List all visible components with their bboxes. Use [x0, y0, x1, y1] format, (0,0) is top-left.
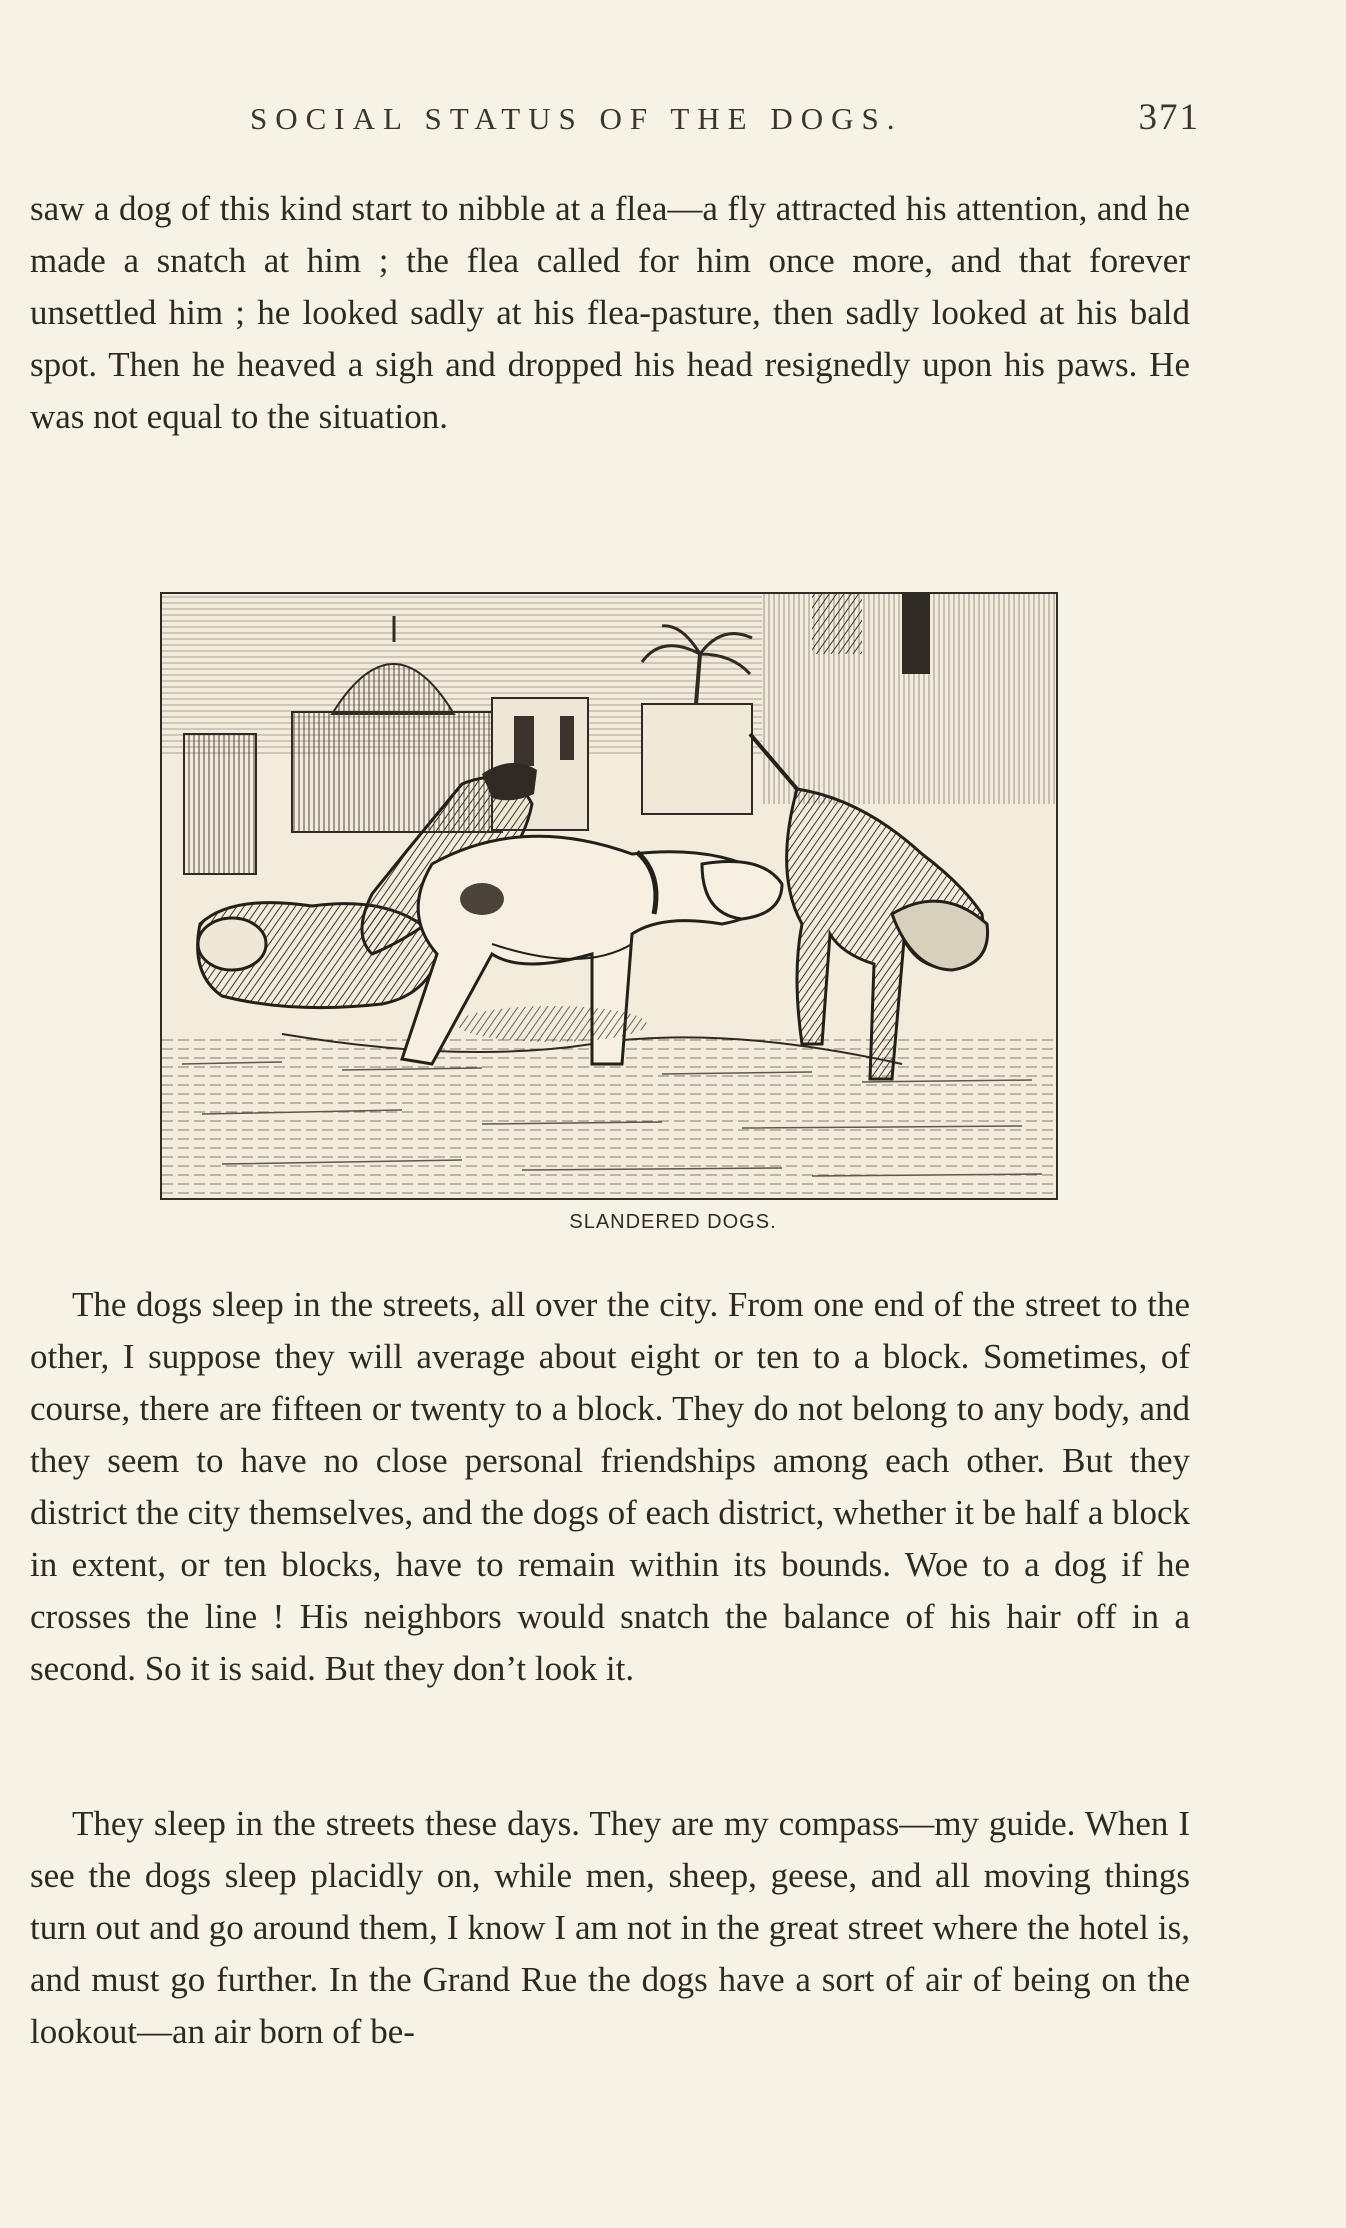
paragraph-2: The dogs sleep in the streets, all over the city. From one end of the street to the other, I suppose they will average about eight or ten to a block. Sometimes, of course, there are fifteen or twenty to a block. They do not belong to any body, and they seem to have no close personal friendships among each other. But they district the city themselves, and the dogs of each district, whether it be half a block in extent, or ten blocks, have to remain within its bounds. Woe to a dog if he crosses the line ! His neighbors would snatch the balance of his hair off in a second. So it is said. But they don’t look it. — [30, 1285, 1190, 1688]
running-head — [250, 96, 1200, 139]
page-number: 371 — [1138, 97, 1200, 138]
running-head-title: SOCIAL STATUS OF THE DOGS. — [250, 101, 903, 136]
paragraph-3: They sleep in the streets these days. They are my compass—my guide. When I see the dogs sleep placidly on, while men, sheep, geese, and all moving things turn out and go around them, I know I am not in the great street where the hotel is, and must go further. In the Grand Rue the dogs have a sort of air of being on the lookout—an air born of be- — [30, 1804, 1190, 2051]
illustration-frame — [160, 592, 1058, 1200]
dogs-illustration — [162, 594, 1056, 1198]
illustration-caption: SLANDERED DOGS. — [569, 1211, 777, 1233]
paragraph-1: saw a dog of this kind start to nibble at a flea—a fly attracted his attention, and he made a snatch at him ; the flea called for him once more, and that forever unsettled him ; he looked sadly at his flea-pasture, then sadly looked at his bald spot. Then he heaved a sigh and dropped his head resignedly upon his paws. He was not equal to the situation. — [30, 189, 1190, 436]
